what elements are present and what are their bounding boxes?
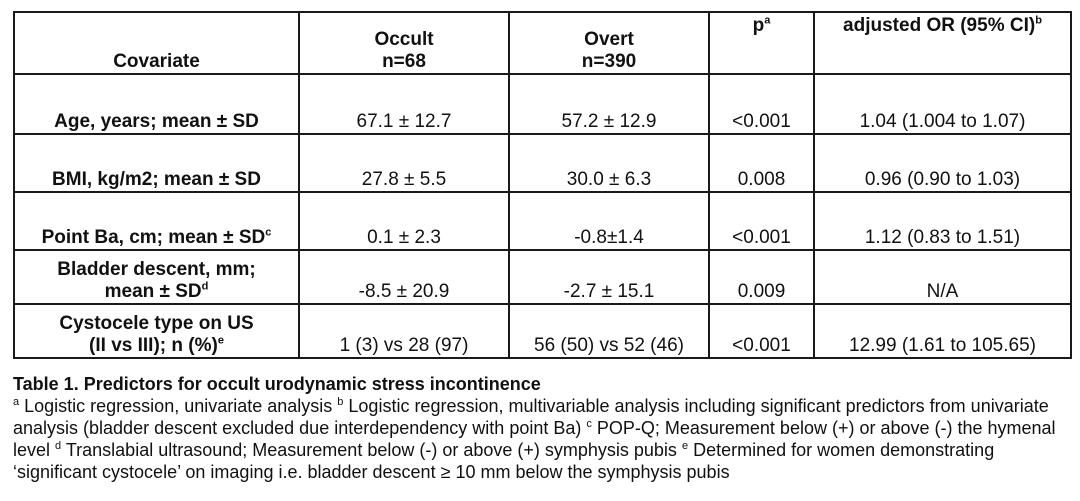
covariate-cell: Point Ba, cm; mean ± $SD^c$ bbox=[14, 192, 299, 250]
header-adjusted-or: adjusted OR (95% CI)$^b$ bbox=[814, 12, 1071, 74]
p-cell: <0.001 bbox=[709, 192, 814, 250]
occult-cell: 67.1 ± 12.7 bbox=[299, 74, 509, 134]
table-caption bbox=[13, 373, 1073, 483]
occult-cell: 27.8 ± 5.5 bbox=[299, 134, 509, 192]
or-cell: 12.99 (1.61 to 105.65) bbox=[814, 304, 1071, 358]
or-cell: N/A bbox=[814, 250, 1071, 304]
p-cell: 0.008 bbox=[709, 134, 814, 192]
footnote-c: $^c$ POP-Q; Measurement below (+) or above (-) the hymenal level bbox=[13, 418, 1056, 460]
overt-cell: 56 (50) vs 52 (46) bbox=[509, 304, 709, 358]
or-cell: 0.96 (0.90 to 1.03) bbox=[814, 134, 1071, 192]
header-occult: Occult n=68 bbox=[299, 12, 509, 74]
or-cell: 1.04 (1.004 to 1.07) bbox=[814, 74, 1071, 134]
table-row bbox=[14, 192, 1071, 250]
overt-cell: -0.8±1.4 bbox=[509, 192, 709, 250]
caption-title: Table 1. Predictors for occult urodynamic stress incontinence bbox=[13, 374, 541, 394]
header-covariate: Covariate bbox=[14, 12, 299, 74]
header-row bbox=[14, 12, 1071, 74]
header-overt: Overt n=390 bbox=[509, 12, 709, 74]
covariate-cell: Cystocele type on US (II vs III); n (%)$^e$ bbox=[14, 304, 299, 358]
table-row bbox=[14, 74, 1071, 134]
overt-cell: 30.0 ± 6.3 bbox=[509, 134, 709, 192]
covariate-cell: BMI, kg/m2; mean ± SD bbox=[14, 134, 299, 192]
table-row bbox=[14, 134, 1071, 192]
overt-cell: 57.2 ± 12.9 bbox=[509, 74, 709, 134]
footnote-a: $^a$ Logistic regression, univariate analysis bbox=[13, 396, 338, 416]
predictors-table bbox=[13, 11, 1072, 359]
p-cell: <0.001 bbox=[709, 74, 814, 134]
occult-cell: 1 (3) vs 28 (97) bbox=[299, 304, 509, 358]
header-p: $p^a$ bbox=[709, 12, 814, 74]
occult-cell: 0.1 ± 2.3 bbox=[299, 192, 509, 250]
occult-cell: -8.5 ± 20.9 bbox=[299, 250, 509, 304]
footnote-b: $^b$ Logistic regression, multivariable analysis including significant predictors from univariate analysis (bladder descent excluded due interdependency with point Ba) bbox=[13, 396, 1049, 438]
table-row bbox=[14, 304, 1071, 358]
p-cell: <0.001 bbox=[709, 304, 814, 358]
footnotes bbox=[13, 396, 1056, 482]
footnote-d: $^d$ Translabial ultrasound; Measurement below (-) or above (+) symphysis pubis bbox=[55, 440, 682, 460]
overt-cell: -2.7 ± 15.1 bbox=[509, 250, 709, 304]
table-row bbox=[14, 250, 1071, 304]
covariate-cell: Bladder descent, mm; mean ± $SD^d$ bbox=[14, 250, 299, 304]
footnote-e: $^e$ Determined for women demonstrating ‘significant cystocele’ on imaging i.e. bladder descent ≥ 10 mm below the symphysis pubis bbox=[13, 440, 995, 482]
covariate-cell: Age, years; mean ± SD bbox=[14, 74, 299, 134]
or-cell: 1.12 (0.83 to 1.51) bbox=[814, 192, 1071, 250]
p-cell: 0.009 bbox=[709, 250, 814, 304]
